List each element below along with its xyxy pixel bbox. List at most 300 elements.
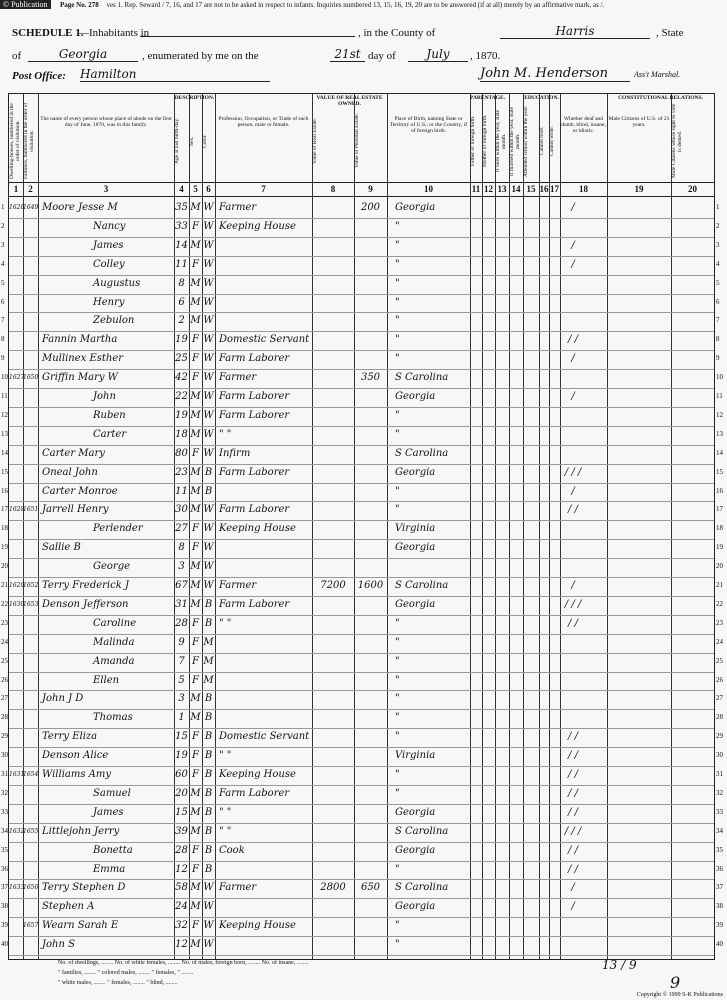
dwelling-number — [9, 558, 23, 577]
line-number-left: 34 — [1, 826, 8, 835]
county-name: Harris — [500, 24, 650, 39]
occupation: Farm Laborer — [219, 409, 290, 421]
column-number: 17 — [550, 184, 559, 194]
occupation — [215, 539, 312, 558]
table-row — [9, 464, 714, 483]
footer-line-2: " families, ........ " colored males, ........ " females, " ........ — [58, 970, 194, 976]
color: B — [204, 693, 213, 705]
sex: F — [192, 220, 199, 232]
color: B — [204, 598, 213, 610]
table-row — [9, 709, 714, 728]
person-name: John S — [42, 939, 75, 951]
family-number: 1651 — [23, 506, 39, 514]
education-marks: / / — [568, 844, 578, 856]
age: 11 — [175, 485, 188, 497]
line-number-right: 31 — [716, 770, 723, 778]
color: W — [203, 334, 214, 346]
sex: F — [192, 920, 199, 932]
occupation — [215, 672, 312, 691]
line-number-right: 5 — [716, 278, 720, 287]
education-marks: / / — [568, 334, 578, 346]
table-row — [9, 275, 714, 294]
family-number — [23, 558, 38, 577]
color: W — [203, 372, 214, 384]
column-header: Value of Personal Estate. — [354, 113, 360, 169]
person-name: Denson Jefferson — [42, 598, 129, 610]
person-name: George — [93, 561, 131, 573]
dwelling-number — [9, 464, 23, 483]
column-header: Mother of foreign birth. — [482, 114, 488, 168]
person-name: James — [93, 806, 124, 818]
sex: M — [190, 806, 201, 818]
real-estate-value — [312, 350, 354, 369]
education-marks: / — [571, 485, 575, 497]
line-number-left: 37 — [1, 883, 8, 892]
occupation: Keeping House — [219, 523, 296, 535]
education-marks: / — [571, 239, 575, 251]
line-number-right: 14 — [716, 448, 723, 457]
family-number — [23, 539, 38, 558]
column-header: The name of every person whose place of abode on the first day of June, 1870, was in this family. — [40, 116, 172, 128]
column-header: Father of foreign birth. — [470, 115, 476, 167]
place-of-birth: " — [395, 504, 400, 516]
line-number-right: 2 — [716, 221, 720, 230]
column-header: Attended school within the year. — [523, 105, 529, 177]
person-name: Williams Amy — [42, 769, 112, 780]
place-of-birth: Georgia — [395, 466, 436, 478]
line-number-left: 12 — [1, 410, 8, 419]
place-of-birth: S Carolina — [395, 882, 449, 894]
occupation: Farm Laborer — [219, 391, 290, 402]
occupation: Farm Laborer — [219, 598, 290, 610]
table-row — [9, 577, 714, 596]
real-estate-value — [312, 445, 354, 464]
column-header: If married within the year, state month. — [509, 106, 521, 176]
sex: F — [192, 353, 199, 365]
sex: M — [190, 825, 201, 837]
person-name: Fannin Martha — [42, 334, 118, 346]
real-estate-value — [312, 426, 354, 445]
line-number-right: 34 — [716, 826, 723, 835]
color: W — [203, 428, 214, 440]
occupation: Farm Laborer — [219, 787, 290, 799]
group-header-description: DESCRIPTION. — [174, 95, 215, 101]
person-name: Bonetta — [93, 844, 133, 856]
line-number-right: 23 — [716, 618, 723, 627]
person-name: Carter Monroe — [42, 485, 118, 497]
age: 3 — [178, 561, 185, 573]
real-estate-value — [312, 634, 354, 653]
dwelling-number — [9, 218, 23, 237]
education-marks: / / — [568, 863, 578, 875]
color: B — [204, 806, 213, 818]
occupation: " " — [219, 428, 232, 440]
line-number-right: 20 — [716, 562, 723, 571]
family-number — [23, 615, 38, 634]
table-row — [9, 483, 714, 502]
line-number-left: 26 — [1, 675, 8, 684]
line-number-left: 38 — [1, 902, 8, 911]
occupation: Farmer — [219, 372, 257, 384]
line-number-right: 24 — [716, 637, 723, 646]
table-row — [9, 445, 714, 464]
copyright-notice: Copyright © 1999 S-K Publications — [636, 992, 723, 998]
personal-estate-value — [354, 256, 387, 275]
dwelling-number: 1628 — [9, 506, 25, 514]
color: B — [204, 844, 213, 856]
dwelling-number — [9, 747, 23, 766]
footer-line-1: No. of dwellings, ........ No. of white females, ........ No. of males, foreign born, ........ No. of insane, ........ — [58, 960, 309, 966]
person-name: Henry — [93, 296, 125, 308]
sex: F — [192, 636, 199, 648]
real-estate-value — [312, 766, 354, 785]
column-header: Sex. — [189, 136, 195, 146]
age: 8 — [178, 542, 185, 554]
family-number: 1653 — [23, 600, 39, 608]
personal-estate-value — [354, 218, 387, 237]
personal-estate-value — [354, 407, 387, 426]
dwelling-number — [9, 898, 23, 917]
line-number-right: 12 — [716, 410, 723, 419]
line-number-left: 17 — [1, 505, 8, 514]
column-number: 16 — [539, 184, 549, 194]
education-marks — [539, 539, 607, 558]
line-number-right: 18 — [716, 524, 723, 533]
column-number: 18 — [579, 184, 588, 194]
line-number-right: 36 — [716, 864, 723, 873]
dwelling-number: 1629 — [9, 582, 25, 589]
person-name: Colley — [93, 258, 125, 270]
line-number-right: 8 — [716, 335, 720, 344]
color: W — [203, 391, 214, 402]
line-number-right: 17 — [716, 505, 723, 514]
age: 9 — [178, 636, 185, 648]
place-of-birth — [387, 558, 470, 577]
education-marks — [539, 294, 607, 313]
line-number-left: 28 — [1, 713, 8, 722]
line-number-left: 27 — [1, 694, 8, 703]
real-estate-value — [312, 256, 354, 275]
family-number — [23, 728, 38, 747]
place-of-birth: " — [395, 693, 400, 705]
year-label: , 1870. — [470, 50, 501, 62]
personal-estate-value — [354, 596, 387, 615]
table-row — [9, 634, 714, 653]
age: 20 — [175, 787, 188, 799]
line-number-left: 6 — [1, 297, 5, 306]
sex: M — [190, 315, 201, 327]
place-of-birth: " — [395, 315, 400, 327]
county-label: , in the County of — [358, 27, 436, 39]
dwelling-number — [9, 804, 23, 823]
family-number — [23, 747, 38, 766]
personal-estate-value — [354, 672, 387, 691]
personal-estate-value — [354, 558, 387, 577]
color: B — [204, 485, 213, 497]
sex: M — [190, 485, 201, 497]
sex: M — [190, 939, 201, 951]
column-header: Age at last birth-day. — [174, 117, 180, 165]
occupation — [215, 312, 312, 331]
real-estate-value — [312, 369, 354, 388]
dwelling-number — [9, 672, 23, 691]
color: W — [203, 202, 214, 213]
family-number — [23, 842, 38, 861]
group-header-value: VALUE OF REAL ESTATE OWNED. — [316, 95, 383, 107]
place-of-birth: " — [395, 617, 400, 629]
education-marks: / — [571, 580, 575, 591]
place-of-birth: Georgia — [395, 844, 436, 856]
age: 19 — [175, 334, 188, 346]
sex: F — [192, 844, 199, 856]
sex: M — [190, 580, 201, 591]
line-number-right: 39 — [716, 921, 723, 930]
line-number-right: 11 — [716, 392, 723, 400]
real-estate-value — [312, 483, 354, 502]
table-row — [9, 501, 714, 520]
table-row — [9, 766, 714, 785]
line-number-right: 1 — [716, 203, 720, 211]
person-name: Samuel — [93, 787, 131, 799]
age: 14 — [175, 239, 188, 251]
column-header: Value of Real Estate. — [312, 117, 318, 165]
day-of-label: day of — [368, 50, 396, 62]
personal-estate-value — [354, 426, 387, 445]
table-row — [9, 426, 714, 445]
of-label: of — [12, 50, 22, 62]
family-number — [23, 445, 38, 464]
dwelling-number — [9, 690, 23, 709]
dwelling-number — [9, 936, 23, 955]
place-of-birth: " — [395, 939, 400, 951]
sex: M — [190, 466, 201, 478]
place-of-birth: " — [395, 277, 400, 289]
table-row — [9, 407, 714, 426]
line-number-left: 15 — [1, 467, 8, 476]
occupation: Farmer — [219, 882, 257, 894]
family-number — [23, 218, 38, 237]
personal-estate-value — [354, 539, 387, 558]
family-number — [23, 804, 38, 823]
color: M — [203, 655, 214, 667]
line-number-left: 8 — [1, 335, 5, 344]
sex: F — [192, 372, 199, 384]
person-name: James — [93, 239, 124, 251]
age: 15 — [175, 731, 188, 743]
person-name: Stephen A — [42, 901, 95, 913]
occupation: Farmer — [219, 202, 257, 213]
personal-estate-value — [354, 464, 387, 483]
family-number: 1657 — [23, 922, 39, 930]
family-number — [23, 785, 38, 804]
education-marks: / / / — [564, 825, 582, 837]
column-number: 3 — [103, 184, 109, 194]
family-number — [23, 653, 38, 672]
line-number-right: 40 — [716, 940, 723, 949]
dwelling-number — [9, 785, 23, 804]
personal-estate-value — [354, 898, 387, 917]
occupation: Farmer — [219, 580, 257, 591]
line-number-left: 13 — [1, 429, 8, 438]
township-blank — [140, 36, 355, 37]
column-header: If born within the year, state month. — [495, 109, 507, 173]
enumeration-month: July — [408, 47, 468, 62]
real-estate-value — [312, 936, 354, 955]
line-number-right: 25 — [716, 656, 723, 665]
enumeration-notice: ves 1. Rep. Seward / 7, 16, and 17 are not to be asked in respect to infants. Inquiries numbered 13, 15, 16, 19, 20 are to be answered (if at all) merely by an affirmative mark, as /. — [106, 1, 605, 9]
person-name: Sallie B — [42, 542, 81, 554]
dwelling-number — [9, 256, 23, 275]
occupation: Infirm — [219, 447, 251, 459]
sex: F — [192, 750, 199, 762]
table-row — [9, 804, 714, 823]
real-estate-value — [312, 596, 354, 615]
table-row — [9, 672, 714, 691]
table-row — [9, 842, 714, 861]
color: W — [203, 447, 214, 459]
color: B — [204, 863, 213, 875]
color: W — [203, 504, 214, 516]
family-number: 1656 — [23, 884, 39, 892]
line-number-right: 35 — [716, 845, 723, 854]
occupation: Domestic Servant — [219, 731, 310, 743]
education-marks — [539, 312, 607, 331]
color: W — [203, 939, 214, 951]
sex: M — [190, 428, 201, 440]
real-estate-value — [312, 917, 354, 936]
age: 60 — [175, 769, 188, 780]
dwelling-number — [9, 653, 23, 672]
line-number-right: 21 — [716, 581, 723, 589]
sex: F — [192, 863, 199, 875]
line-number-left: 5 — [1, 278, 5, 287]
personal-estate-value — [354, 634, 387, 653]
dwelling-number: 1631 — [9, 771, 25, 778]
age: 33 — [175, 220, 188, 232]
education-marks: / — [571, 258, 575, 270]
dwelling-number — [9, 483, 23, 502]
column-number: 1 — [13, 184, 19, 194]
person-name: Ruben — [93, 409, 126, 421]
line-number-right: 15 — [716, 467, 723, 476]
top-notice — [60, 1, 720, 9]
age: 30 — [175, 504, 188, 516]
personal-estate-value — [354, 275, 387, 294]
person-name: Moore Jesse M — [42, 202, 118, 213]
age: 6 — [178, 296, 185, 308]
sex: F — [192, 617, 199, 629]
color: B — [204, 787, 213, 799]
sex: M — [190, 239, 201, 251]
place-of-birth: Virginia — [395, 750, 436, 762]
sex: M — [190, 787, 201, 799]
dwelling-number: 1627 — [9, 374, 25, 382]
dwelling-number — [9, 445, 23, 464]
column-header: Cannot write. — [549, 126, 555, 156]
line-number-left: 21 — [1, 581, 8, 589]
age: 2 — [178, 315, 185, 327]
personal-estate-value — [354, 615, 387, 634]
line-number-right: 4 — [716, 259, 720, 268]
family-number: 1655 — [23, 827, 39, 835]
dwelling-number — [9, 634, 23, 653]
column-header: Color. — [202, 134, 208, 148]
table-row — [9, 218, 714, 237]
table-row — [9, 520, 714, 539]
family-number — [23, 350, 38, 369]
line-number-right: 13 — [716, 429, 723, 438]
person-name: John J D — [42, 693, 84, 705]
table-row — [9, 917, 714, 936]
place-of-birth: " — [395, 655, 400, 667]
real-estate-value — [312, 501, 354, 520]
line-number-right: 3 — [716, 240, 720, 249]
person-name: Nancy — [93, 220, 126, 232]
family-number — [23, 331, 38, 350]
education-marks — [539, 653, 607, 672]
education-marks — [539, 275, 607, 294]
occupation: Cook — [219, 844, 245, 856]
place-of-birth: " — [395, 239, 400, 251]
real-estate-value — [312, 275, 354, 294]
line-number-left: 32 — [1, 788, 8, 797]
color: W — [203, 315, 214, 327]
color: B — [204, 769, 213, 780]
column-number: 7 — [261, 184, 266, 194]
age: 58 — [175, 882, 188, 894]
enumerated-label: , enumerated by me on the — [142, 50, 259, 62]
post-office-name: Hamilton — [80, 67, 270, 82]
column-header: Whether deaf and dumb, blind, insane, or idiotic. — [561, 116, 606, 134]
page-label: Page No. 278 — [60, 1, 99, 9]
table-row — [9, 690, 714, 709]
education-marks: / — [571, 882, 575, 894]
occupation: Keeping House — [219, 769, 296, 780]
person-name: Carter Mary — [42, 447, 105, 459]
place-of-birth: " — [395, 636, 400, 648]
age: 28 — [175, 617, 188, 629]
enumeration-day: 21st — [330, 47, 365, 62]
personal-estate-value — [354, 861, 387, 880]
real-estate-value — [312, 558, 354, 577]
column-header: Cannot read. — [539, 126, 545, 156]
sex: F — [192, 447, 199, 459]
color: W — [203, 220, 214, 232]
real-estate-value — [312, 615, 354, 634]
line-number-left: 2 — [1, 221, 5, 230]
line-number-left: 3 — [1, 240, 5, 249]
person-name: Perlender — [93, 523, 143, 535]
line-number-right: 16 — [716, 486, 723, 495]
person-name: Terry Stephen D — [42, 882, 126, 894]
sex: M — [190, 882, 201, 894]
sex: F — [192, 769, 199, 780]
personal-estate-value — [354, 842, 387, 861]
person-name: Oneal John — [42, 466, 98, 478]
real-estate-value — [312, 785, 354, 804]
age: 32 — [175, 920, 188, 932]
sex: M — [190, 391, 201, 402]
person-name: Caroline — [93, 617, 137, 629]
place-of-birth: Georgia — [395, 202, 436, 213]
column-number: 19 — [634, 184, 644, 194]
dwelling-number — [9, 520, 23, 539]
family-number: 1652 — [23, 582, 39, 589]
real-estate-value — [312, 672, 354, 691]
dwelling-number — [9, 861, 23, 880]
group-header-constitutional: CONSTITUTIONAL RELATIONS. — [618, 95, 703, 101]
column-number: 15 — [526, 184, 536, 194]
